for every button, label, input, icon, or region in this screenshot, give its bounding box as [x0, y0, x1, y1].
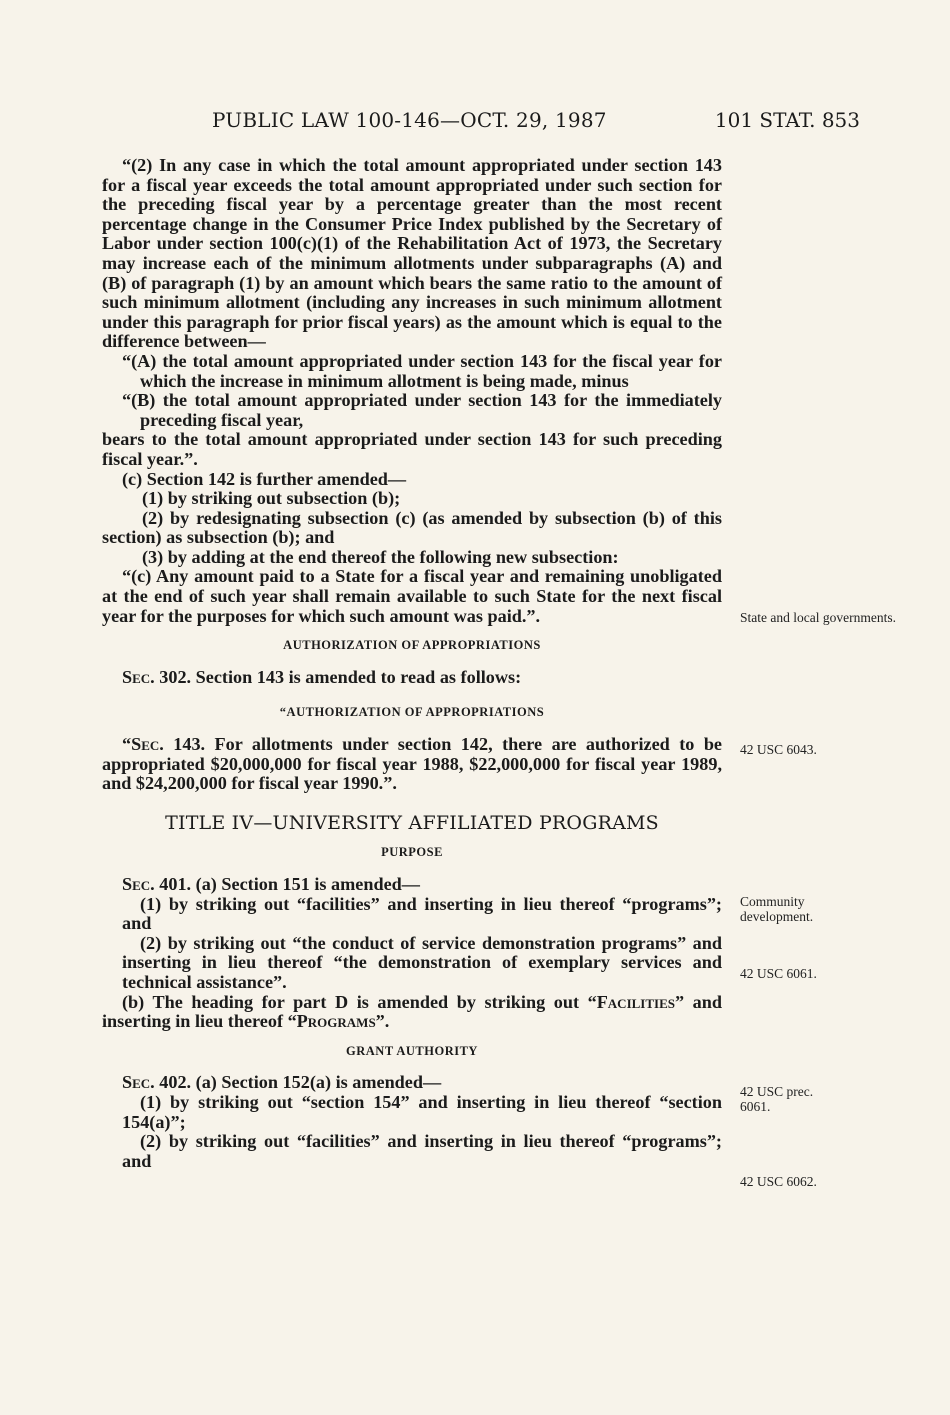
subsection-c-3: (3) by adding at the end thereof the following new subsection:: [142, 546, 619, 567]
heading-authorization-1: AUTHORIZATION OF APPROPRIATIONS: [283, 638, 541, 653]
margin-note-42-usc-6062: 42 USC 6062.: [740, 1174, 817, 1189]
section-402-text: (a) Section 152(a) is amended—: [195, 1072, 442, 1093]
margin-note-community-development: Community development.: [740, 894, 814, 924]
title-iv-heading: TITLE IV—UNIVERSITY AFFILIATED PROGRAMS: [165, 811, 659, 834]
margin-note-42-usc-6043: 42 USC 6043.: [740, 742, 817, 757]
header-title: PUBLIC LAW 100-146—OCT. 29, 1987: [212, 108, 607, 132]
section-143: [102, 735, 722, 794]
heading-authorization-2: “AUTHORIZATION OF APPROPRIATIONS: [279, 705, 545, 720]
new-subsection-c: “(c) Any amount paid to a State for a fiscal year and remaining unobligated at the end of such year shall remain available to such State for the next fiscal year for the purposes for which such amount was paid.”.: [102, 566, 722, 626]
section-302: [102, 668, 722, 688]
clause-b: “(B) the total amount appropriated under section 143 for the immediately preceding fiscal year,: [122, 390, 722, 430]
paragraph-2-conclusion: bears to the total amount appropriated under section 143 for such preceding fiscal year.”.: [102, 429, 722, 469]
heading-purpose: PURPOSE: [381, 845, 443, 860]
clause-a: “(A) the total amount appropriated under section 143 for the fiscal year for which the increase in minimum allotment is being made, minus: [122, 350, 722, 391]
subsection-c-2: (2) by redesignating subsection (c) (as amended by subsection (b) of this section) as subsection (b); and: [102, 507, 722, 548]
header-stat-citation: 101 STAT. 853: [714, 108, 860, 132]
section-401-b-text-3: ”.: [375, 1011, 390, 1032]
section-401: [102, 875, 722, 895]
subsection-c-1: (1) by striking out subsection (b);: [142, 488, 401, 509]
page-header: [100, 108, 860, 138]
section-402: [102, 1073, 722, 1093]
section-401-b-text-2: ” and inserting in lieu thereof “: [102, 991, 722, 1032]
section-401-b: [102, 993, 722, 1032]
subsection-c-intro: (c) Section 142 is further amended—: [122, 468, 407, 489]
margin-note-state-local: State and local governments.: [740, 610, 896, 625]
section-401-2: (2) by striking out “the conduct of service demonstration programs” and inserting in lieu thereof “the demonstration of exemplary services and technical assistance”.: [122, 932, 722, 992]
section-402-label: Sec. 402.: [122, 1072, 192, 1093]
paragraph-2: “(2) In any case in which the total amount appropriated under section 143 for a fiscal year exceeds the total amount appropriated under such section for the preceding fiscal year by a percentage greater than the most recent percentage change in the Consumer Price Index published by the Secretary of Labor under section 100(c)(1) of the Rehabilitation Act of 1973, the Secretary may increase each of the minimum allotments under subparagraphs (A) and (B) of paragraph (1) by an amount which bears the same ratio to the amount of such minimum allotment (including any increases in such minimum allotment under this paragraph for prior fiscal years) as the amount which is equal to the difference between—: [102, 155, 722, 352]
section-401-b-text-1: (b) The heading for part D is amended by striking out “: [122, 991, 597, 1012]
section-143-text: For allotments under section 142, there are authorized to be appropriated $20,000,000 for fiscal year 1988, $22,000,000 for fiscal year 1989, and $24,200,000 for fiscal year 1990.”.: [102, 734, 723, 794]
section-402-2: (2) by striking out “facilities” and inserting in lieu thereof “programs”; and: [122, 1131, 722, 1171]
margin-note-42-usc-prec-6061: 42 USC prec. 6061.: [740, 1084, 814, 1114]
section-402-1: (1) by striking out “section 154” and inserting in lieu thereof “section 154(a)”;: [122, 1091, 722, 1132]
section-401-text: (a) Section 151 is amended—: [195, 874, 420, 894]
margin-note-42-usc-6061: 42 USC 6061.: [740, 966, 817, 981]
section-401-b-programs: Programs: [296, 1011, 376, 1032]
section-401-b-facilities: Facilities: [596, 991, 675, 1012]
section-401-1: (1) by striking out “facilities” and inserting in lieu thereof “programs”; and: [122, 893, 722, 934]
section-143-label: “Sec. 143.: [122, 734, 206, 755]
body-text: [102, 156, 722, 1171]
section-302-text: Section 143 is amended to read as follows:: [195, 666, 522, 687]
heading-grant-authority: GRANT AUTHORITY: [346, 1043, 478, 1058]
section-401-label: Sec. 401.: [122, 874, 192, 894]
section-302-label: Sec. 302.: [122, 666, 192, 687]
